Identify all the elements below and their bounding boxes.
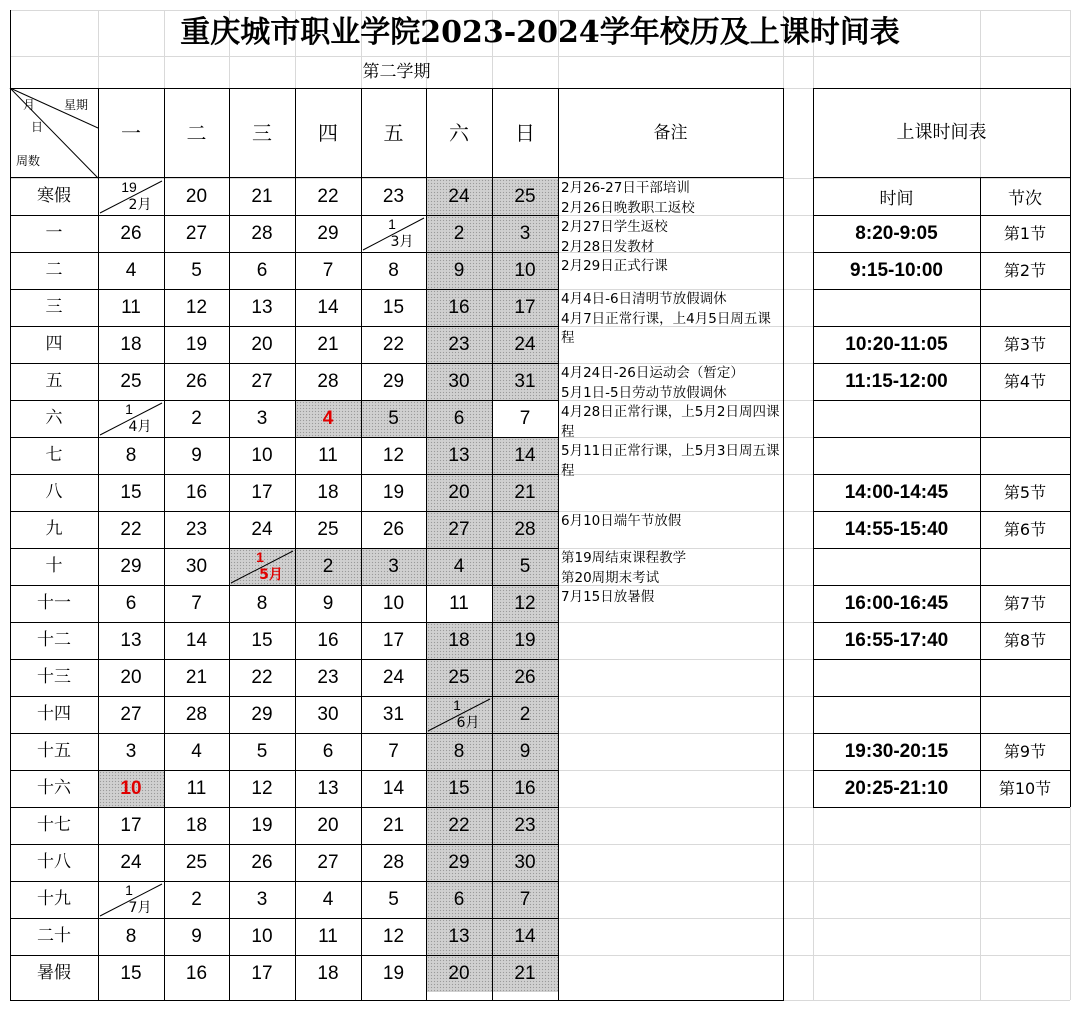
border-line	[813, 215, 1070, 216]
calendar-day: 20	[185, 186, 208, 207]
class-time: 14:55-15:40	[844, 519, 949, 540]
remark-block	[561, 290, 783, 349]
calendar-day: 17	[251, 963, 273, 984]
calendar-day: 8	[388, 260, 399, 281]
calendar-day: 12	[185, 297, 208, 318]
corner-day: 日	[30, 120, 43, 134]
calendar-day: 2	[519, 704, 531, 725]
calendar-day: 25	[120, 371, 142, 392]
border-line	[813, 88, 814, 807]
calendar-day: 11	[186, 778, 207, 799]
calendar-day: 18	[120, 334, 142, 355]
calendar-day: 16	[185, 482, 208, 503]
class-time: 19:30-20:15	[844, 741, 949, 762]
calendar-day: 19	[514, 630, 536, 651]
calendar-day: 26	[382, 519, 405, 540]
calendar-day: 24	[448, 186, 470, 207]
calendar-day: 24	[382, 667, 405, 688]
class-period: 第4节	[1003, 371, 1047, 391]
calendar-day: 4	[191, 741, 202, 762]
calendar-day: 30	[185, 556, 208, 577]
calendar-day: 6	[453, 889, 465, 910]
calendar-day: 28	[382, 852, 405, 873]
calendar-day: 15	[120, 963, 142, 984]
calendar-day: 23	[185, 519, 208, 540]
border-line	[10, 733, 558, 734]
remark-line: 6月10日端午节放假	[561, 513, 682, 529]
remark-line: 2月26-27日干部培训	[561, 180, 690, 196]
month-start-day: 1	[388, 216, 396, 232]
class-period: 第10节	[998, 778, 1052, 798]
border-line	[361, 88, 362, 1001]
calendar-day: 14	[514, 445, 536, 466]
border-line	[783, 88, 784, 1001]
border-line	[10, 585, 558, 586]
border-line	[10, 88, 11, 1001]
remark-line: 4月7日正常行课，上4月5日周五课程	[561, 310, 771, 346]
weekday-header-2: 二	[186, 121, 207, 145]
border-line	[10, 807, 558, 808]
calendar-day: 22	[317, 186, 339, 207]
border-line	[10, 955, 558, 956]
week-label: 十三	[37, 667, 71, 687]
border-line	[813, 770, 1070, 771]
calendar-day: 11	[449, 593, 469, 614]
month-start-label: 4月	[128, 419, 152, 435]
calendar-day: 21	[185, 667, 208, 688]
calendar-day: 15	[120, 482, 142, 503]
calendar-day: 25	[317, 519, 339, 540]
calendar-day: 9	[519, 741, 531, 762]
remarks-header: 备注	[653, 122, 688, 143]
calendar-day: 12	[251, 778, 273, 799]
border-line	[813, 177, 1070, 178]
border-line	[813, 585, 1070, 586]
remark-block	[561, 512, 783, 532]
corner-diagonal-2	[10, 88, 98, 128]
calendar-day: 7	[519, 889, 531, 910]
calendar-day: 27	[185, 223, 208, 244]
calendar-day: 26	[185, 371, 208, 392]
week-label: 八	[45, 482, 63, 502]
calendar-day: 14	[317, 297, 339, 318]
calendar-day: 7	[322, 260, 334, 281]
calendar-day: 25	[185, 852, 208, 873]
border-line	[813, 622, 1070, 623]
border-line	[813, 733, 1070, 734]
week-label: 十九	[37, 889, 71, 909]
remark-line: 5月1日-5日劳动节放假调休	[561, 384, 727, 401]
calendar-day: 25	[514, 186, 536, 207]
calendar-day: 2	[322, 556, 334, 577]
calendar-day: 7	[191, 593, 202, 614]
calendar-day: 24	[251, 519, 273, 540]
calendar-day: 20	[251, 334, 273, 355]
border-line	[295, 88, 296, 1001]
week-label: 二	[45, 260, 63, 280]
calendar-day: 17	[120, 815, 142, 836]
class-time: 20:25-21:10	[844, 778, 949, 799]
remark-line: 2月29日正式行课	[561, 258, 668, 274]
border-line	[10, 511, 558, 512]
calendar-day: 19	[185, 334, 208, 355]
calendar-day: 6	[256, 260, 268, 281]
border-line	[813, 807, 1070, 808]
month-start-day: 1	[256, 549, 264, 565]
calendar-day: 30	[514, 852, 536, 873]
class-time: 11:15-12:00	[845, 371, 948, 392]
calendar-day: 24	[514, 334, 536, 355]
month-start-label: 6月	[456, 715, 480, 731]
calendar-day: 20	[120, 667, 142, 688]
calendar-day: 21	[514, 482, 536, 503]
calendar-day: 27	[251, 371, 273, 392]
calendar-day: 18	[317, 482, 339, 503]
calendar-day: 14	[514, 926, 536, 947]
calendar-day: 23	[448, 334, 470, 355]
calendar-day: 12	[514, 593, 536, 614]
border-line	[10, 88, 783, 89]
border-line	[10, 659, 558, 660]
remark-block	[561, 179, 783, 277]
calendar-day: 4	[125, 260, 137, 281]
class-period: 第8节	[1003, 630, 1047, 650]
calendar-day: 13	[448, 445, 470, 466]
week-label: 五	[45, 371, 63, 391]
calendar-day: 3	[256, 889, 268, 910]
calendar-day: 3	[256, 408, 268, 429]
border-line	[10, 363, 558, 364]
calendar-day: 6	[453, 408, 465, 429]
calendar-day: 31	[382, 704, 405, 725]
weekday-header-3: 三	[252, 121, 272, 145]
border-line	[10, 881, 558, 882]
calendar-day: 20	[448, 963, 470, 984]
calendar-day: 19	[382, 963, 405, 984]
class-period: 第6节	[1003, 519, 1047, 539]
border-line	[229, 88, 230, 1001]
class-time: 9:15-10:00	[850, 260, 943, 281]
remark-line: 第20周期末考试	[561, 569, 660, 586]
calendar-day: 29	[382, 371, 405, 392]
remark-block	[561, 364, 783, 481]
week-label: 十五	[37, 741, 71, 761]
remark-line: 2月28日发教材	[561, 238, 655, 255]
calendar-day: 7	[519, 408, 531, 429]
border-line	[10, 844, 558, 845]
calendar-day: 28	[185, 704, 208, 725]
calendar-day: 24	[120, 852, 142, 873]
calendar-day: 23	[382, 186, 405, 207]
calendar-day: 22	[251, 667, 273, 688]
calendar-day: 9	[191, 926, 202, 947]
border-line	[10, 400, 558, 401]
border-line	[10, 215, 558, 216]
week-label: 寒假	[37, 186, 71, 206]
calendar-day: 27	[448, 519, 470, 540]
week-label: 十八	[37, 852, 71, 872]
class-period: 第9节	[1003, 741, 1047, 761]
month-start-label: 7月	[128, 900, 152, 916]
month-start-label: 2月	[128, 197, 152, 213]
week-label: 十二	[37, 630, 71, 650]
remark-line: 4月4日-6日清明节放假调休	[561, 291, 727, 307]
border-line	[813, 474, 1070, 475]
calendar-day: 12	[382, 445, 405, 466]
calendar-day: 2	[453, 223, 465, 244]
calendar-day: 17	[382, 630, 405, 651]
month-start-day: 19	[121, 179, 137, 195]
calendar-day: 5	[519, 556, 531, 577]
remark-line: 第19周结束课程教学	[561, 550, 687, 566]
page-title: 重庆城市职业学院2023-2024学年校历及上课时间表	[180, 15, 900, 50]
class-period: 第3节	[1003, 334, 1047, 354]
calendar-day: 11	[318, 926, 338, 947]
class-time: 14:00-14:45	[844, 482, 949, 503]
class-period: 第2节	[1003, 260, 1047, 280]
border-line	[164, 88, 165, 1001]
calendar-day: 5	[388, 408, 399, 429]
week-label: 十七	[37, 815, 71, 835]
calendar-day: 30	[448, 371, 470, 392]
border-line	[492, 88, 493, 1001]
calendar-day: 21	[382, 815, 405, 836]
semester-label: 第二学期	[362, 61, 431, 82]
calendar-day: 26	[514, 667, 536, 688]
calendar-day: 3	[125, 741, 137, 762]
calendar-day: 2	[191, 889, 202, 910]
calendar-day: 21	[251, 186, 273, 207]
calendar-day: 2	[191, 408, 202, 429]
calendar-day: 18	[448, 630, 470, 651]
calendar-day: 15	[382, 297, 405, 318]
calendar-day: 5	[256, 741, 268, 762]
week-label: 九	[45, 519, 63, 539]
calendar-day: 10	[514, 260, 536, 281]
calendar-day: 12	[382, 926, 405, 947]
calendar-day: 8	[453, 741, 465, 762]
week-label: 十	[45, 556, 63, 576]
border-line	[10, 437, 558, 438]
border-line	[813, 363, 1070, 364]
calendar-day: 23	[514, 815, 536, 836]
calendar-day: 27	[317, 852, 339, 873]
weekday-header-5: 五	[383, 121, 404, 145]
calendar-day: 10	[251, 445, 273, 466]
border-line	[10, 622, 558, 623]
corner-weeks: 周数	[15, 154, 40, 168]
weekday-header-1: 一	[121, 121, 141, 145]
calendar-day: 16	[514, 778, 536, 799]
border-line	[10, 252, 558, 253]
week-label: 四	[45, 334, 63, 354]
calendar-day: 22	[120, 519, 142, 540]
weekday-header-6: 六	[449, 121, 469, 145]
calendar-day: 13	[251, 297, 273, 318]
calendar-day: 26	[251, 852, 273, 873]
calendar-day: 28	[317, 371, 339, 392]
schedule-col-period: 节次	[1008, 188, 1042, 209]
border-line	[813, 88, 1070, 89]
week-label: 十一	[37, 593, 71, 613]
border-line	[813, 326, 1070, 327]
calendar-day: 10	[120, 778, 142, 799]
border-line	[813, 252, 1070, 253]
week-label: 二十	[37, 926, 71, 946]
calendar-day: 8	[125, 926, 137, 947]
border-line	[10, 1000, 783, 1001]
calendar-day: 21	[514, 963, 536, 984]
calendar-day: 31	[514, 371, 536, 392]
calendar-day: 30	[317, 704, 339, 725]
border-line	[813, 696, 1070, 697]
border-line	[10, 474, 558, 475]
schedule-col-time: 时间	[879, 188, 914, 209]
calendar-day: 25	[448, 667, 470, 688]
calendar-day: 14	[185, 630, 208, 651]
class-time: 16:55-17:40	[844, 630, 949, 651]
class-time: 10:20-11:05	[845, 334, 948, 355]
week-label: 七	[45, 445, 63, 465]
calendar-day: 9	[191, 445, 202, 466]
remark-line: 4月28日正常行课，上5月2日周四课程	[561, 404, 780, 440]
calendar-day: 8	[125, 445, 137, 466]
class-time: 16:00-16:45	[844, 593, 949, 614]
calendar-day: 20	[448, 482, 470, 503]
week-label: 一	[45, 223, 63, 243]
calendar-day: 13	[120, 630, 142, 651]
calendar-day: 19	[382, 482, 405, 503]
calendar-day: 21	[317, 334, 339, 355]
border-line	[1070, 88, 1071, 807]
calendar-day: 4	[322, 889, 334, 910]
border-line	[10, 177, 783, 178]
calendar-day: 9	[322, 593, 334, 614]
calendar-day: 22	[382, 334, 405, 355]
border-line	[10, 289, 558, 290]
border-line	[98, 88, 99, 1001]
class-period: 第5节	[1003, 482, 1047, 502]
class-period: 第7节	[1003, 593, 1047, 613]
corner-week: 星期	[63, 98, 88, 112]
calendar-day: 5	[388, 889, 399, 910]
corner-month: 月	[22, 98, 35, 112]
month-start-day: 1	[125, 401, 133, 417]
calendar-day: 13	[317, 778, 339, 799]
schedule-title: 上课时间表	[896, 122, 987, 143]
calendar-day: 22	[448, 815, 470, 836]
calendar-day: 15	[251, 630, 273, 651]
calendar-day: 6	[322, 741, 334, 762]
calendar-day: 11	[318, 445, 338, 466]
border-line	[813, 659, 1070, 660]
calendar-day: 4	[453, 556, 465, 577]
calendar-day: 16	[317, 630, 339, 651]
calendar-day: 13	[448, 926, 470, 947]
calendar-day: 28	[251, 223, 273, 244]
calendar-day: 8	[256, 593, 268, 614]
border-line	[10, 770, 558, 771]
month-start-day: 1	[453, 697, 461, 713]
calendar-day: 29	[120, 556, 142, 577]
border-line	[426, 88, 427, 1001]
week-label: 十六	[37, 778, 71, 798]
border-line	[10, 326, 558, 327]
week-label: 三	[45, 297, 63, 317]
calendar-day: 28	[514, 519, 536, 540]
month-start-day: 1	[125, 882, 133, 898]
border-line	[10, 10, 11, 88]
calendar-day: 16	[185, 963, 208, 984]
calendar-day: 29	[448, 852, 470, 873]
calendar-day: 9	[453, 260, 465, 281]
calendar-day: 3	[388, 556, 399, 577]
weekday-header-4: 四	[318, 121, 338, 145]
border-line	[813, 437, 1070, 438]
calendar-day: 18	[317, 963, 339, 984]
remark-block	[561, 549, 783, 608]
class-period: 第1节	[1003, 223, 1047, 243]
calendar-day: 26	[120, 223, 142, 244]
border-line	[980, 178, 981, 807]
border-line	[558, 88, 559, 1001]
calendar-day: 3	[519, 223, 531, 244]
class-time: 8:20-9:05	[855, 223, 938, 244]
calendar-day: 27	[120, 704, 142, 725]
calendar-day: 10	[251, 926, 273, 947]
week-label: 六	[45, 408, 63, 428]
weekday-header-7: 日	[515, 121, 535, 145]
border-line	[10, 696, 558, 697]
border-line	[813, 289, 1070, 290]
calendar-day: 18	[185, 815, 208, 836]
calendar-day: 23	[317, 667, 339, 688]
calendar-day: 7	[388, 741, 399, 762]
week-label: 暑假	[37, 963, 71, 983]
calendar-day: 17	[514, 297, 536, 318]
remark-line: 5月11日正常行课，上5月3日周五课程	[561, 443, 780, 479]
calendar-day: 20	[317, 815, 339, 836]
calendar-day: 14	[382, 778, 405, 799]
month-start-label: 3月	[390, 234, 414, 250]
calendar-day: 4	[322, 408, 334, 429]
border-line	[813, 511, 1070, 512]
calendar-day: 10	[382, 593, 405, 614]
calendar-day: 17	[251, 482, 273, 503]
calendar-day: 11	[121, 297, 141, 318]
remark-line: 4月24日-26日运动会（暂定）	[561, 365, 744, 381]
remark-line: 7月15日放暑假	[561, 589, 655, 605]
calendar-day: 19	[251, 815, 273, 836]
border-line	[10, 918, 558, 919]
border-line	[813, 548, 1070, 549]
calendar-day: 29	[317, 223, 339, 244]
remark-line: 2月27日学生返校	[561, 219, 668, 235]
month-start-label: 5月	[259, 567, 283, 583]
border-line	[10, 548, 558, 549]
week-label: 十四	[37, 704, 71, 724]
remark-line: 2月26日晚教职工返校	[561, 199, 695, 216]
border-line	[813, 400, 1070, 401]
calendar-day: 5	[191, 260, 202, 281]
calendar-day: 6	[125, 593, 137, 614]
calendar-day: 29	[251, 704, 273, 725]
calendar-day: 15	[448, 778, 470, 799]
calendar-day: 16	[448, 297, 470, 318]
